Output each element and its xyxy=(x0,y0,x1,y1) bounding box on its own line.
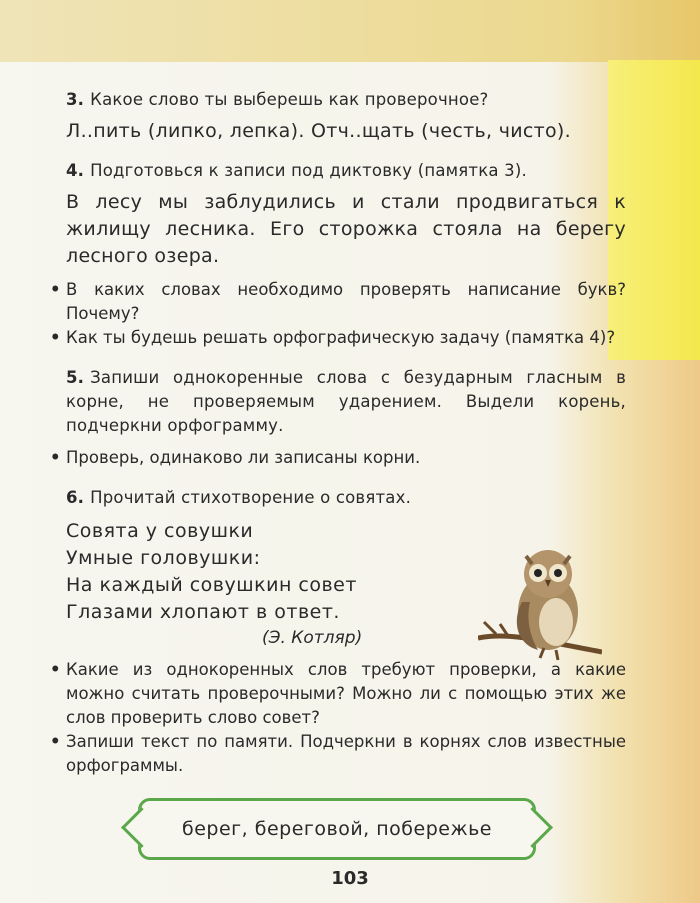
bullet-icon: • xyxy=(50,328,61,347)
top-band xyxy=(0,0,700,62)
task-4-bullet-1: • В каких словах необходимо проверять написание букв? Почему? xyxy=(50,280,626,323)
page-number: 103 xyxy=(331,868,369,889)
root-words-text: берег, береговой, побережье xyxy=(182,818,492,840)
task-6-bullet-2: • Запиши текст по памяти. Подчеркни в корнях слов известные орфограммы. xyxy=(50,732,626,775)
bullet-icon: • xyxy=(50,280,61,299)
bullet-icon: • xyxy=(50,448,61,467)
task-5-bullet-1: • Проверь, одинаково ли записаны корни. xyxy=(66,446,626,470)
task-4-bullet-2: • Как ты будешь решать орфографическую задачу (памятка 4)? xyxy=(66,326,626,350)
poem-author: (Э. Котляр) xyxy=(262,628,363,648)
textbook-page xyxy=(50,80,626,778)
task-6-bullet-1: • Какие из однокоренных слов требуют проверки, а какие можно считать проверочными? Можно ли с помощью этих же слов проверить слово совет? xyxy=(50,660,626,727)
poem-line: Глазами хлопают в ответ. xyxy=(66,601,340,623)
bullet-icon: • xyxy=(50,660,61,679)
poem-line: Умные головушки: xyxy=(66,547,261,569)
task-5-instruction: 5. Запиши однокоренные слова с безударным гласным в корне, не проверяемым ударением. Выдели корень, подчеркни орфограмму. xyxy=(66,368,626,435)
task-3-words: Л..пить (липко, лепка). Отч..щать (честь, чисто). xyxy=(66,120,571,142)
poem-line: На каждый совушкин совет xyxy=(66,574,357,596)
task-3-question: 3. Какое слово ты выберешь как проверочное? xyxy=(66,90,489,109)
root-words-box xyxy=(138,798,536,860)
bullet-icon: • xyxy=(50,732,61,751)
task-4-dictation: В лесу мы заблудились и стали продвигаться к жилищу лесника. Его сторожка стояла на берегу лесного озера. xyxy=(66,191,626,267)
owl-illustration xyxy=(478,540,602,670)
poem-line: Совята у совушки xyxy=(66,520,254,542)
task-4-instruction: 4. Подготовься к записи под диктовку (памятка 3). xyxy=(66,161,527,180)
task-6-instruction: 6. Прочитай стихотворение о совятах. xyxy=(66,488,412,507)
